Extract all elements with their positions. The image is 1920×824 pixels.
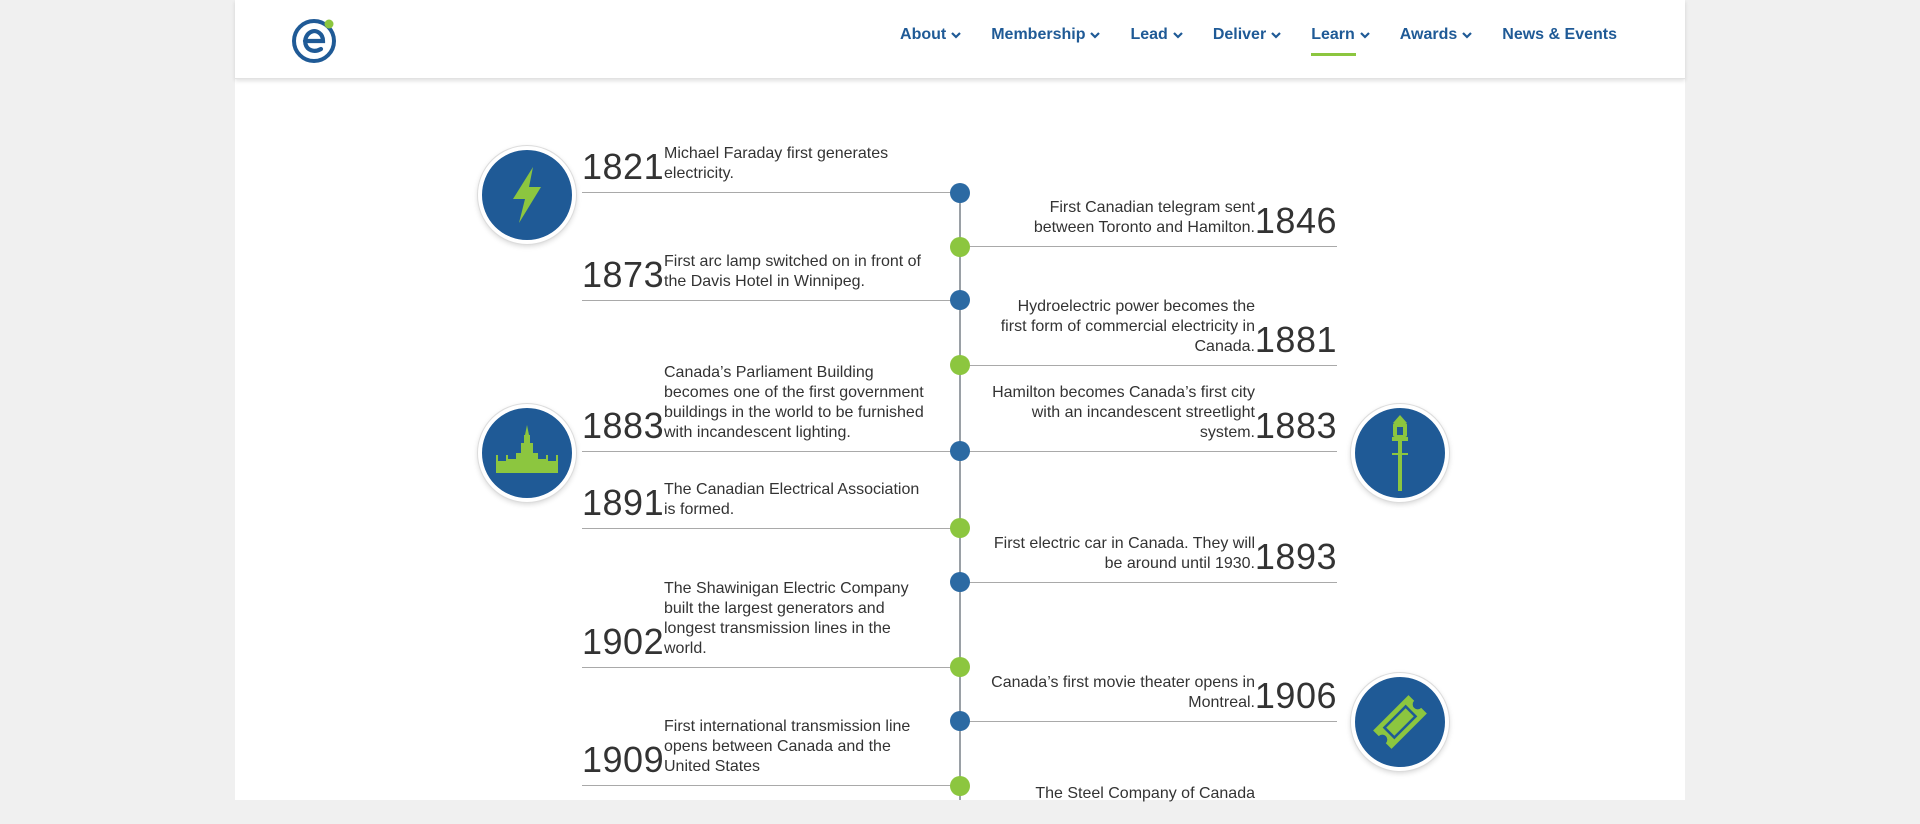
timeline-year: 1909 [582, 739, 665, 780]
timeline-year: 1893 [1254, 536, 1337, 577]
timeline-text: The Shawinigan Electric Company built the largest generators and longest transmission lines in the world. [664, 580, 909, 657]
timeline-text: Michael Faraday first generates electricity. [664, 145, 889, 182]
site-logo[interactable] [291, 16, 339, 64]
timeline-dot [950, 183, 970, 203]
timeline-entry [960, 671, 1337, 722]
e-logo-icon [291, 16, 339, 64]
timeline-year: 1821 [582, 146, 665, 187]
timeline-entry [960, 784, 1337, 824]
timeline-rule [582, 528, 960, 529]
nav-item-learn[interactable] [1311, 26, 1370, 44]
timeline-text: First electric car in Canada. They will be around until 1930. [993, 535, 1255, 572]
timeline-text: First Canadian telegram sent between Toronto and Hamilton. [1033, 199, 1255, 236]
chevron-down-icon [1090, 32, 1100, 39]
timeline-rule [582, 300, 960, 301]
nav-item-label: Membership [991, 26, 1086, 43]
timeline-dot [950, 237, 970, 257]
nav-item-deliver[interactable] [1213, 26, 1281, 44]
timeline-badge [478, 146, 576, 244]
timeline-text: Canada’s Parliament Building becomes one of the first government buildings in the world to be furnished with incandescent lighting. [664, 364, 924, 441]
timeline-year: 1881 [1254, 319, 1337, 360]
timeline-year: 1891 [582, 482, 665, 523]
timeline-rule [960, 582, 1337, 583]
timeline-rule [582, 785, 960, 786]
timeline-year: 1902 [582, 621, 665, 662]
timeline-dot [950, 290, 970, 310]
timeline-year: 1846 [1254, 200, 1337, 241]
timeline-entry [582, 478, 960, 529]
chevron-down-icon [1462, 32, 1472, 39]
streetlight-icon [1380, 413, 1420, 493]
movie-ticket-icon [1367, 689, 1433, 755]
timeline-entry [582, 577, 960, 668]
timeline-entry [582, 250, 960, 301]
timeline-rule [960, 246, 1337, 247]
nav-item-membership[interactable] [991, 26, 1100, 44]
timeline-entry [582, 360, 960, 452]
nav-item-label: Awards [1399, 26, 1458, 43]
timeline-rule [960, 365, 1337, 366]
page [235, 0, 1685, 800]
timeline-rule [582, 451, 960, 452]
nav-item-lead[interactable] [1130, 26, 1182, 44]
timeline-text: Hamilton becomes Canada’s first city with an incandescent streetlight system. [992, 384, 1255, 441]
timeline-badge [1351, 673, 1449, 771]
timeline-year: 1883 [582, 405, 665, 446]
timeline-dot [950, 711, 970, 731]
timeline-badge [1351, 404, 1449, 502]
timeline-text: The Canadian Electrical Association is formed. [664, 481, 920, 518]
nav-item-label: About [900, 26, 947, 43]
main-nav [900, 26, 1617, 44]
nav-item-label: News & Events [1502, 26, 1617, 43]
timeline-text: First arc lamp switched on in front of the Davis Hotel in Winnipeg. [664, 253, 921, 290]
timeline-entry [582, 140, 960, 193]
nav-item-label: Deliver [1212, 26, 1267, 43]
timeline-entry [960, 380, 1337, 452]
timeline-rule [960, 451, 1337, 452]
timeline-entry [960, 196, 1337, 247]
timeline-entry [582, 716, 960, 786]
timeline-rule [582, 667, 960, 668]
nav-item-news-events[interactable] [1502, 26, 1617, 44]
timeline-text: Hydroelectric power becomes the first form of commercial electricity in Canada. [1000, 298, 1255, 355]
chevron-down-icon [1271, 32, 1281, 39]
timeline-entry [960, 532, 1337, 583]
timeline-dot [950, 657, 970, 677]
timeline-text: First international transmission line opens between Canada and the United States [664, 718, 911, 775]
site-header [235, 0, 1685, 79]
nav-item-label: Learn [1311, 26, 1355, 43]
chevron-down-icon [1360, 32, 1370, 39]
lightning-bolt-icon [505, 165, 549, 225]
timeline-dot [950, 776, 970, 796]
parliament-building-icon [492, 423, 562, 483]
timeline-dot [950, 518, 970, 538]
timeline-dot [950, 355, 970, 375]
timeline-year: 1883 [1254, 405, 1337, 446]
timeline [235, 0, 1685, 800]
timeline-year: 1873 [582, 254, 665, 295]
nav-item-awards[interactable] [1400, 26, 1473, 44]
timeline-rule [582, 192, 960, 193]
chevron-down-icon [951, 32, 961, 39]
chevron-down-icon [1173, 32, 1183, 39]
nav-item-about[interactable] [900, 26, 961, 44]
timeline-dot [950, 572, 970, 592]
timeline-entry [960, 296, 1337, 366]
timeline-text: Canada’s first movie theater opens in Montreal. [991, 674, 1255, 711]
timeline-rule [960, 721, 1337, 722]
timeline-text: The Steel Company of Canada [1035, 785, 1255, 802]
timeline-dot [950, 441, 970, 461]
nav-item-label: Lead [1130, 26, 1168, 43]
timeline-year: 1906 [1254, 675, 1337, 716]
timeline-badge [478, 404, 576, 502]
